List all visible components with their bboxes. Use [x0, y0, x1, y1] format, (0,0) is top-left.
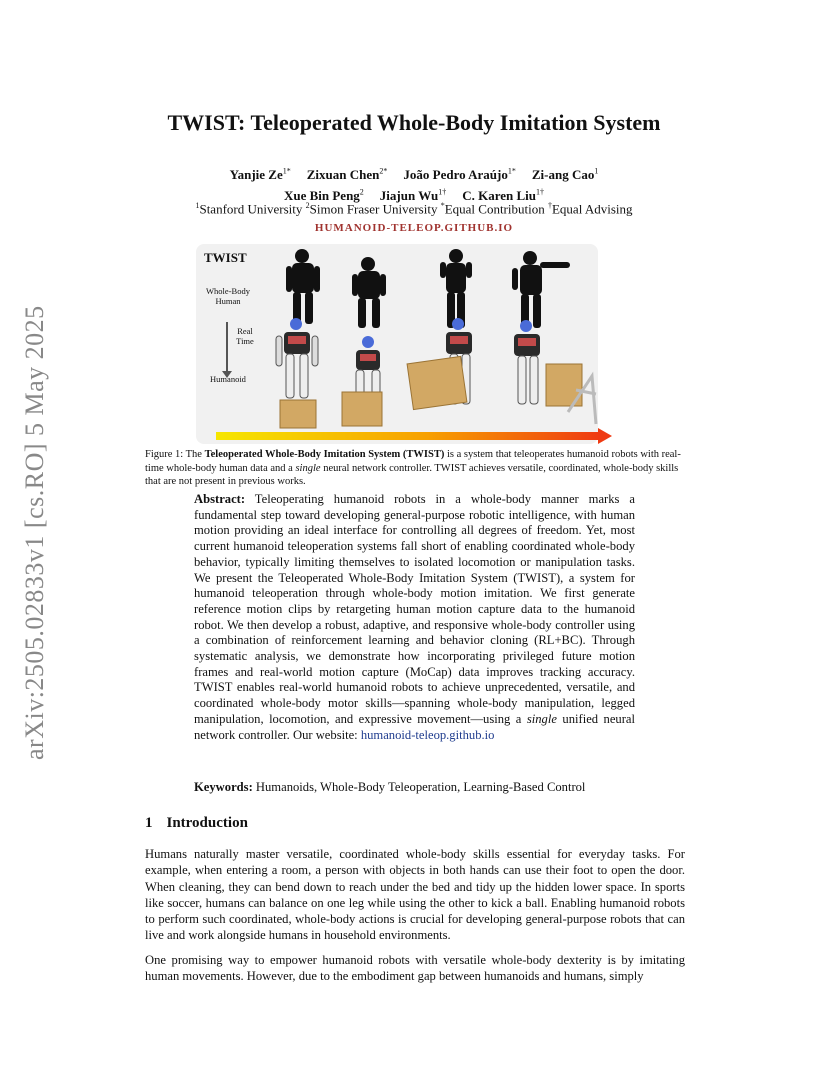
affil-1-marker: 1 [195, 201, 200, 210]
author-name: Zi-ang Cao$^1$ [531, 167, 599, 183]
teleoperation-photos [196, 244, 598, 444]
cardboard-box [342, 392, 382, 426]
affil-3-marker: * [440, 201, 445, 210]
paper-title: TWIST: Teleoperated Whole-Body Imitation System [167, 110, 661, 135]
arxiv-identifier: arXiv:2505.02833v1 [cs.RO] 5 May 2025 [20, 305, 49, 760]
author-name: C. Karen Liu$^{1\dagger}$ [462, 187, 545, 203]
caption-prefix: Figure 1: The [145, 449, 205, 460]
cardboard-box [280, 400, 316, 428]
keywords-label: Keywords: [194, 780, 253, 794]
label-real-time: Real Time [236, 326, 254, 346]
abstract-tail: unified neural network controller. Our website: [194, 711, 636, 742]
abstract-text: Teleoperating humanoid robots in a whole-body manner marks a fundamental step toward developing general-purpose robotic intelligence, with human motion providing an ideal interface for controlling all degrees of freedom. Yet, most current humanoid teleoperation systems fall short of enabling coordinated whole-body behavior, typically limiting themselves to isolated locomotion or manipulation tasks. We present the Teleoperated Whole-Body Imitation System (TWIST), a system for humanoid teleoperation through whole-body motion imitation. We first generate reference motion clips by retargeting human motion capture data to the humanoid robot. We then develop a robust, adaptive, and responsive whole-body controller using a combination of reinforcement learning and behavior cloning (RL+BC). Through systematic analysis, we demonstrate how incorporating privileged future motion frames and real-world motion capture (MoCap) data improves tracking accuracy. TWIST enables real-world humanoid robots to achieve unprecedented, versatile, and coordinated whole-body motor skills—spanning whole-body manipulation, legged manipulation, locomotion, and expressive movement—using a [194, 492, 635, 726]
author-name: Xue Bin Peng$^2$ [283, 187, 364, 203]
author-name: João Pedro Araújo$^{1*}$ [403, 167, 516, 183]
affil-4: Equal Advising [551, 201, 633, 217]
affiliations [0, 201, 828, 217]
human-figure [440, 249, 472, 328]
figure-caption [145, 448, 685, 489]
author-name: Zixuan Chen$^{2*}$ [306, 167, 388, 183]
abstract-italic: single [526, 711, 557, 726]
figure-title: TWIST [204, 250, 247, 265]
teaser-figure [196, 244, 598, 444]
author-affil-marker: 1* [282, 167, 291, 176]
human-figure [286, 249, 320, 324]
caption-bold: Teleoperated Whole-Body Imitation System (TWIST) [204, 449, 445, 460]
author-affil-marker: 2 [359, 187, 364, 197]
affil-2-marker: 2 [305, 201, 310, 210]
author-list [0, 163, 828, 204]
author-affil-marker: 1 [594, 167, 599, 176]
label-whole-body-human: Whole-Body Human [206, 286, 250, 306]
section-number: 1 [145, 815, 153, 831]
keywords-text: Humanoids, Whole-Body Teleoperation, Learning-Based Control [252, 780, 586, 794]
author-affil-marker: 1† [438, 187, 447, 197]
abstract-label: Abstract: [194, 492, 246, 506]
affil-3: Equal Contribution [444, 201, 545, 217]
robot-figures [276, 318, 596, 428]
caption-suffix: neural network controller. TWIST achieves versatile, coordinated, whole-body skills that are not present in previous works. [145, 462, 679, 487]
keywords [194, 780, 635, 795]
caption-italic: single [295, 462, 321, 474]
website-link[interactable]: humanoid-teleop.github.io [360, 727, 495, 742]
project-website-link[interactable]: HUMANOID-TELEOP.GITHUB.IO [314, 222, 514, 234]
affil-2: Simon Fraser University [309, 201, 438, 217]
section-title: Introduction [166, 815, 248, 831]
cardboard-box [407, 356, 467, 409]
author-affil-marker: 2* [379, 167, 388, 176]
affil-1: Stanford University [199, 201, 303, 217]
human-figure [512, 251, 570, 328]
robot-figure [276, 318, 318, 398]
timeline-arrow [216, 432, 600, 440]
human-figure [352, 257, 386, 328]
author-name: Yanjie $Ze^{1*}$ [229, 167, 291, 183]
intro-paragraph-1: Humans naturally master versatile, coordinated whole-body skills essential for everyday tasks. For example, when entering a room, a person with objects in both hands can use their foot to open the door. When cleaning, they can bend down to reach under the bed and tidy up the hidden lower space. In sports like soccer, humans can balance on one leg while using the other to kick a ball. Enabling humanoid robots to perform such coordinated, whole-body actions is crucial for developing general-purpose robots that can live and work alongside humans in household environments. [145, 847, 685, 943]
author-affil-marker: 1† [536, 187, 545, 197]
author-name: Jiajun $Wu^{1\dagger}$ [379, 187, 447, 203]
human-figures [286, 249, 570, 328]
affil-4-marker: † [547, 201, 552, 210]
abstract [194, 492, 635, 743]
caption-mid: is a system that teleoperates humanoid robots with real-time whole-body human data and a [145, 449, 681, 474]
section-heading [145, 815, 248, 832]
robot-figure [514, 320, 540, 404]
author-affil-marker: 1* [507, 167, 516, 176]
intro-paragraph-2: One promising way to empower humanoid robots with versatile whole-body dexterity is by imitating human movements. However, due to the embodiment gap between humanoids and humans, simply [145, 953, 685, 984]
label-humanoid: Humanoid [210, 374, 246, 384]
author-row-1 [0, 163, 828, 183]
